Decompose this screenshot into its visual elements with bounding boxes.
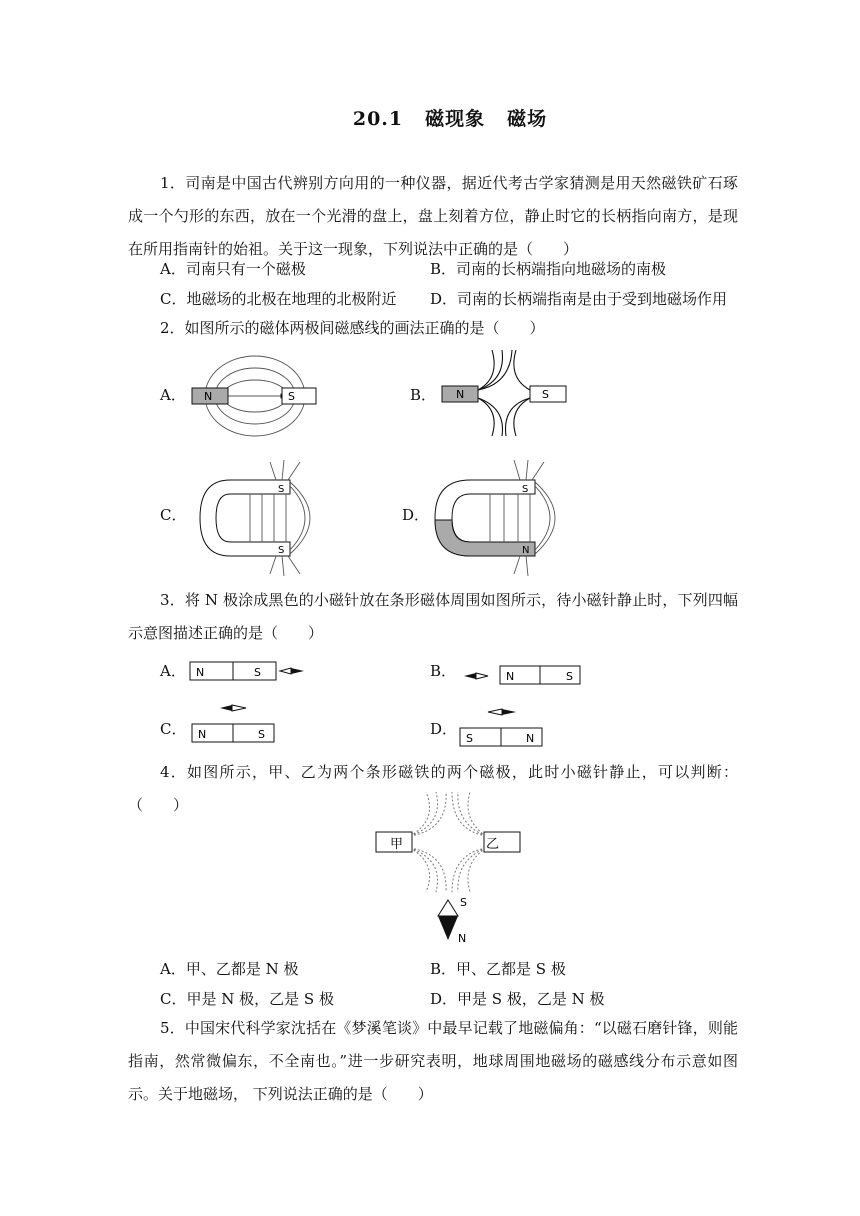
q2-label-b: B．	[410, 386, 437, 404]
q1-option-a: A．司南只有一个磁极	[160, 260, 306, 278]
q4-option-b: B．甲、乙都是 S 极	[430, 960, 566, 978]
q1-option-c: C．地磁场的北极在地理的北极附近	[160, 290, 397, 308]
page-title: 20.1 磁现象 磁场	[352, 108, 548, 130]
q2-label-c: C．	[160, 506, 187, 524]
svg-text:N: N	[196, 666, 205, 679]
svg-text:S: S	[288, 390, 295, 403]
q4-option-c: C．甲是 N 极，乙是 S 极	[160, 990, 334, 1008]
q2-stem: 2．如图所示的磁体两极间磁感线的画法正确的是（ ）	[160, 319, 545, 337]
q4-option-d: D．甲是 S 极，乙是 N 极	[430, 990, 605, 1008]
svg-text:甲: 甲	[390, 837, 404, 852]
q4-stem: 4．如图所示，甲、乙为两个条形磁铁的两个磁极，此时小磁针静止，可以判断：（ ）	[128, 763, 738, 814]
svg-text:S: S	[460, 896, 467, 909]
svg-text:N: N	[198, 728, 207, 741]
svg-text:N: N	[456, 388, 465, 401]
q1-stem: 1．司南是中国古代辨别方向用的一种仪器，据近代考古学家猜测是用天然磁铁矿石琢成一个勺形的东西，放在一个光滑的盘上，盘上刻着方位，静止时它的长柄指向南方，是现在所用指南针的始祖。关于这一现象，下列说法中正确的是（ ）	[128, 174, 738, 258]
svg-text:乙: 乙	[486, 837, 500, 852]
q2-figure-a	[190, 352, 320, 442]
svg-text:S: S	[566, 670, 573, 683]
q3-stem: 3．将 N 极涂成黑色的小磁针放在条形磁体周围如图所示，待小磁针静止时，下列四幅示意图描述正确的是（ ）	[128, 591, 738, 642]
q1-option-b: B．司南的长柄端指向地磁场的南极	[430, 260, 667, 278]
q3-label-a: A．	[160, 662, 186, 680]
q2-label-a: A．	[160, 386, 186, 404]
svg-text:S: S	[542, 388, 549, 401]
q4-figure	[374, 790, 524, 950]
svg-text:N: N	[506, 670, 515, 683]
svg-text:S: S	[278, 484, 285, 495]
svg-text:S: S	[278, 545, 285, 556]
svg-text:S: S	[522, 484, 529, 495]
q1-option-d: D．司南的长柄端指南是由于受到地磁场作用	[430, 290, 728, 308]
q2-figure-b	[440, 348, 570, 438]
q4-option-a: A．甲、乙都是 N 极	[160, 960, 299, 978]
q3-figure-a	[188, 658, 308, 688]
q3-label-c: C．	[160, 720, 187, 738]
q2-label-d: D．	[402, 506, 430, 524]
q2-figure-d	[430, 458, 575, 578]
svg-text:N: N	[526, 732, 535, 745]
q5-stem: 5．中国宋代科学家沈括在《梦溪笔谈》中最早记载了地磁偏角：“以磁石磨针锋，则能指南，然常微偏东，不全南也。”进一步研究表明，地球周围地磁场的磁感线分布示意如图示。关于地磁场， 下列说法正确的是（ ）	[128, 1019, 738, 1103]
svg-text:S: S	[466, 732, 473, 745]
svg-text:N: N	[204, 390, 213, 403]
svg-text:S: S	[254, 666, 261, 679]
svg-text:N: N	[522, 545, 530, 556]
q2-figure-c	[190, 458, 330, 578]
q3-label-d: D．	[430, 720, 458, 738]
svg-text:N: N	[458, 932, 467, 945]
q3-figure-b	[460, 662, 585, 692]
q3-label-b: B．	[430, 662, 457, 680]
svg-text:S: S	[258, 728, 265, 741]
q3-figure-d	[458, 704, 548, 750]
q3-figure-c	[190, 700, 280, 748]
